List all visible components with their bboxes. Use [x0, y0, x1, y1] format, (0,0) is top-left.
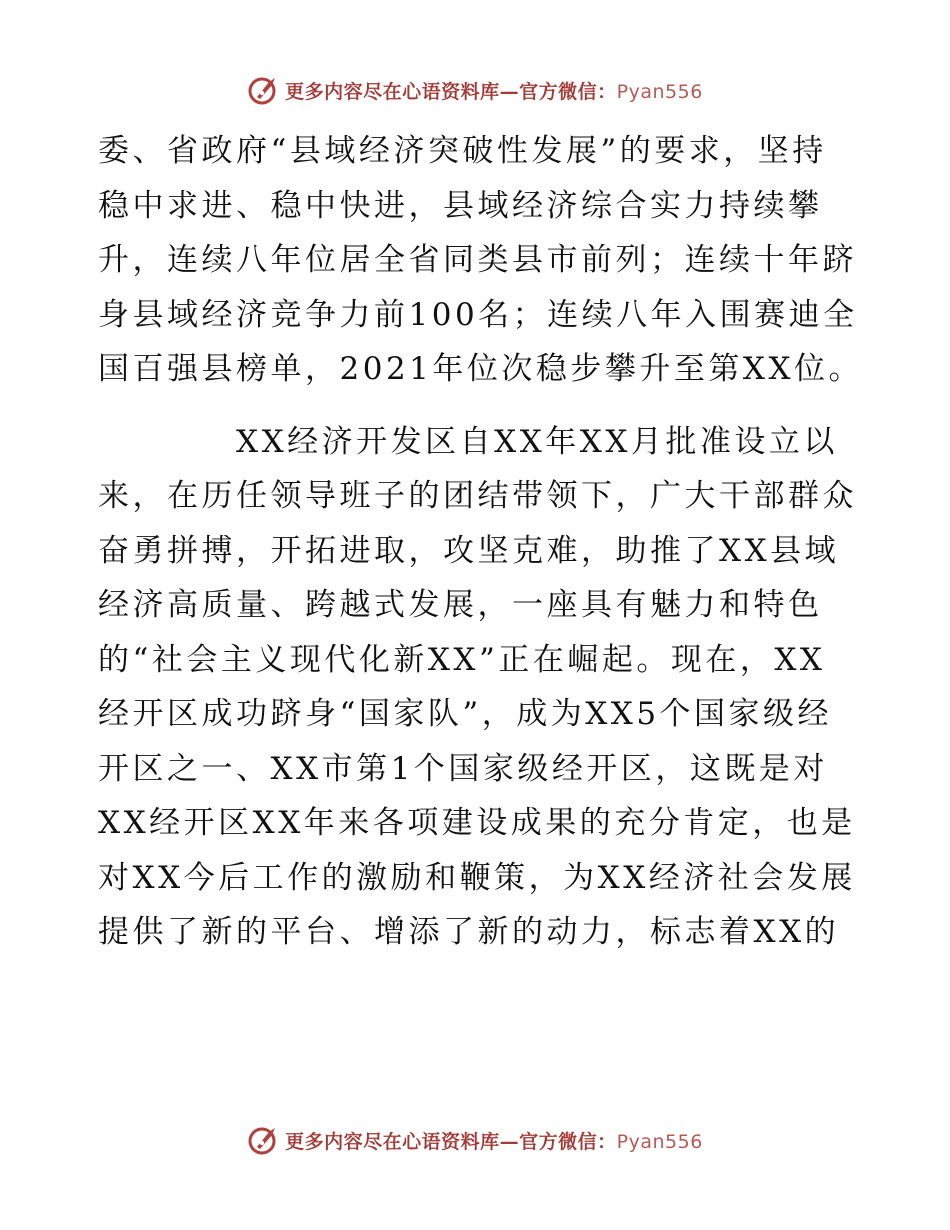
text-line: XX经开区XX年来各项建设成果的充分肯定，也是	[98, 805, 856, 841]
footer-banner-main: 更多内容尽在心语资料库—官方微信：	[285, 1130, 617, 1153]
text-line: 的“社会主义现代化新XX”正在崛起。现在，XX	[98, 641, 826, 678]
paragraph-1	[98, 124, 864, 397]
text-line: 奋勇拼搏，开拓进取，攻坚克难，助推了XX县域	[98, 532, 840, 569]
text-line: XX经济开发区自XX年XX月批准设立以	[98, 423, 838, 460]
text-line: 身县域经济竞争力前100名；连续八年入围赛迪全	[98, 296, 858, 333]
header-banner-text	[285, 77, 703, 104]
text-line: 国百强县榜单，2021年位次稳步攀升至第XX位。	[98, 351, 864, 387]
document-body	[98, 124, 864, 960]
paragraph-gap	[98, 397, 858, 415]
text-line: 委、省政府“县域经济突破性发展”的要求，坚持	[98, 133, 827, 169]
header-banner	[0, 70, 950, 110]
footer-banner-account: Pyan556	[616, 1130, 703, 1153]
footer-banner	[0, 1120, 950, 1160]
text-line: 经济高质量、跨越式发展，一座具有魅力和特色	[98, 587, 823, 623]
footer-banner-text	[285, 1127, 703, 1154]
text-line: 稳中求进、稳中快进，县域经济综合实力持续攀	[98, 187, 823, 224]
pen-logo-icon	[247, 73, 281, 107]
header-banner-main: 更多内容尽在心语资料库—官方微信：	[285, 80, 617, 103]
paragraph-2	[98, 415, 858, 960]
text-line: 升，连续八年位居全省同类县市前列；连续十年跻	[98, 242, 857, 278]
text-line: 开区之一、XX市第1个国家级经开区，这既是对	[98, 750, 828, 787]
pen-logo-icon	[247, 1123, 281, 1157]
header-banner-account: Pyan556	[616, 80, 703, 103]
text-line: 来，在历任领导班子的团结带领下，广大干部群众	[98, 478, 857, 514]
text-line: 对XX今后工作的激励和鞭策，为XX经济社会发展	[98, 859, 856, 896]
text-line: 经开区成功跻身“国家队”，成为XX5个国家级经	[98, 696, 833, 732]
text-line: 提供了新的平台、增添了新的动力，标志着XX的	[98, 914, 840, 950]
